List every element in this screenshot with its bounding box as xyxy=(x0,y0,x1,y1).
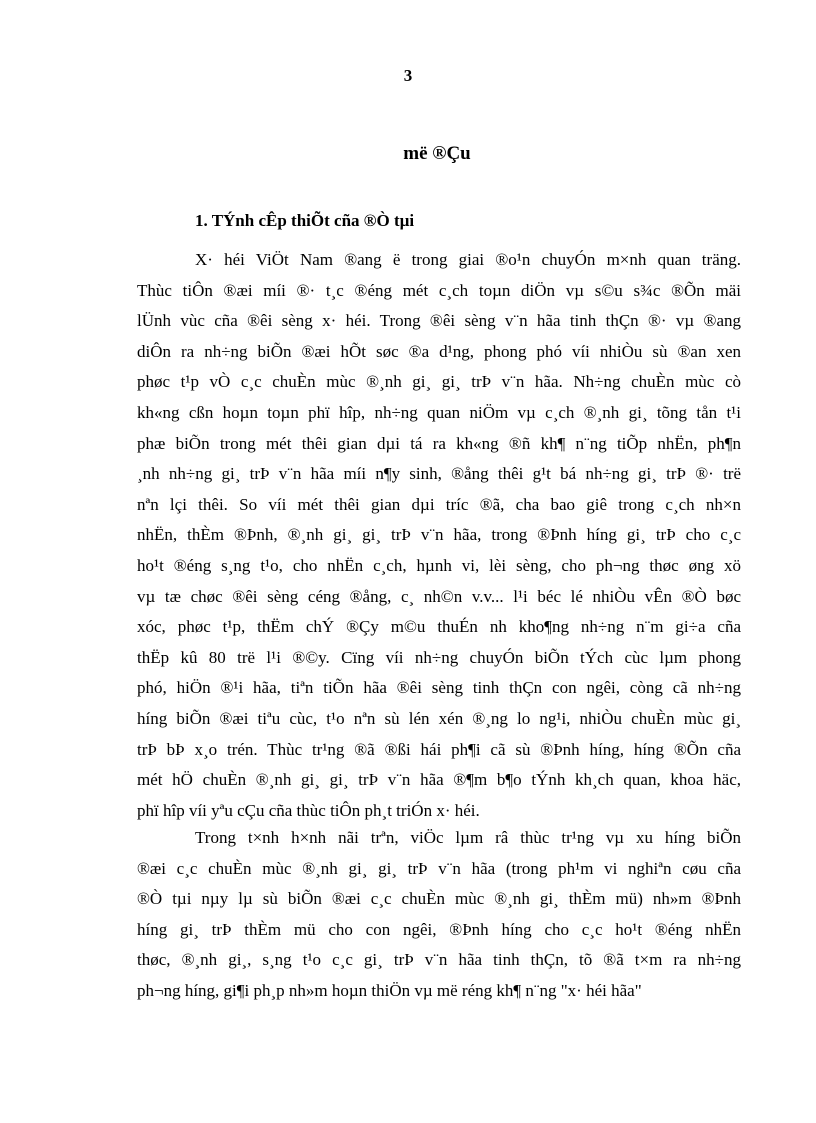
body-paragraph-1 xyxy=(137,245,741,826)
paragraph-line: ¸nh nh÷ng gi¸ trÞ v¨n hãa míi n¶y sinh, ®ång thêi g¹t bá nh÷ng gi¸ trÞ ®· trë xyxy=(137,464,741,484)
paragraph-line: thøc, ®¸nh gi¸, s¸ng t¹o c¸c gi¸ trÞ v¨n hãa tinh thÇn, tõ ®ã t×m ra nh÷ng xyxy=(137,950,741,970)
paragraph-line: ph¬ng híng, gi¶i ph¸p nh»m hoµn thiÖn vµ më réng kh¶ n¨ng "x· héi hãa" xyxy=(137,980,642,1000)
paragraph-line: Thùc tiÔn ®æi míi ®· t¸c ®éng mét c¸ch toµn diÖn vµ s©u s¾c ®Õn mäi xyxy=(137,280,741,300)
paragraph-line: phæ biÕn trong mét thêi gian dµi tá ra kh«ng ®ñ kh¶ n¨ng tiÕp nhËn, ph¶n xyxy=(137,433,741,453)
paragraph-line: X· héi ViÖt Nam ®ang ë trong giai ®o¹n chuyÓn m×nh quan träng. xyxy=(195,250,741,269)
paragraph-line: híng biÕn ®æi tiªu cùc, t¹o nªn sù lén xén ®¸ng lo ng¹i, nhiÒu chuÈn mùc gi¸ xyxy=(137,708,741,728)
paragraph-line: phó, hiÖn ®¹i hãa, tiªn tiÕn hãa ®êi sèng tinh thÇn con ngêi, còng cã nh÷ng xyxy=(137,678,741,698)
paragraph-line: thËp kû 80 trë l¹i ®©y. Cïng víi nh÷ng chuyÓn biÕn tÝch cùc lµm phong xyxy=(137,647,741,667)
chapter-title: më ®Çu xyxy=(403,143,471,164)
paragraph-line: mét hÖ chuÈn ®¸nh gi¸ gi¸ trÞ v¨n hãa ®¶m b¶o tÝnh kh¸ch quan, khoa häc, xyxy=(137,770,741,790)
page-number: 3 xyxy=(403,66,413,85)
paragraph-line: lÜnh vùc cña ®êi sèng x· héi. Trong ®êi sèng v¨n hãa tinh thÇn ®· vµ ®ang xyxy=(137,311,741,331)
paragraph-line: ®Ò tµi nµy lµ sù biÕn ®æi c¸c chuÈn mùc ®¸nh gi¸ thÈm mü) nh»m ®Þnh xyxy=(137,889,741,909)
paragraph-line: nhËn, thÈm ®Þnh, ®¸nh gi¸ gi¸ trÞ v¨n hãa, trong ®Þnh híng gi¸ trÞ cho c¸c xyxy=(137,525,741,545)
paragraph-line: xóc, phøc t¹p, thËm chÝ ®Çy m©u thuÉn nh kho¶ng nh÷ng n¨m gi÷a cña xyxy=(137,617,741,637)
paragraph-line: vµ tæ chøc ®êi sèng céng ®ång, c¸ nh©n v.v... l¹i béc lé nhiÒu vÊn ®Ò bøc xyxy=(137,586,741,606)
section-heading: 1. TÝnh cÊp thiÕt cña ®Ò tµi xyxy=(195,211,415,230)
paragraph-line: nªn lçi thêi. So víi mét thêi gian dµi tríc ®ã, cha bao giê trong c¸ch nh×n xyxy=(137,494,741,514)
paragraph-line: Trong t×nh h×nh nãi trªn, viÖc lµm râ thùc tr¹ng vµ xu híng biÕn xyxy=(195,828,741,847)
paragraph-line: ho¹t ®éng s¸ng t¹o, cho nhËn c¸ch, hµnh vi, lèi sèng, cho ph¬ng thøc øng xö xyxy=(137,555,741,575)
paragraph-line: trÞ bÞ x¸o trén. Thùc tr¹ng ®ã ®ßi hái ph¶i cã sù ®Þnh híng, híng ®Õn cña xyxy=(137,739,741,759)
body-paragraph-2 xyxy=(137,823,741,1007)
paragraph-line: phï hîp víi yªu cÇu cña thùc tiÔn ph¸t triÓn x· héi. xyxy=(137,800,480,820)
paragraph-line: diÔn ra nh÷ng biÕn ®æi hÕt søc ®a d¹ng, phong phó víi nhiÒu sù ®an xen xyxy=(137,341,741,361)
paragraph-line: phøc t¹p vÒ c¸c chuÈn mùc ®¸nh gi¸ gi¸ trÞ v¨n hãa. Nh÷ng chuÈn mùc cò xyxy=(137,372,741,392)
paragraph-line: híng gi¸ trÞ thÈm mü cho con ngêi, ®Þnh híng cho c¸c ho¹t ®éng nhËn xyxy=(137,919,741,939)
paragraph-line: ®æi c¸c chuÈn mùc ®¸nh gi¸ gi¸ trÞ v¨n hãa (trong ph¹m vi nghiªn cøu cña xyxy=(137,858,741,878)
paragraph-line: kh«ng cßn hoµn toµn phï hîp, nh÷ng quan niÖm vµ c¸ch ®¸nh gi¸ tõng tån t¹i xyxy=(137,402,741,422)
